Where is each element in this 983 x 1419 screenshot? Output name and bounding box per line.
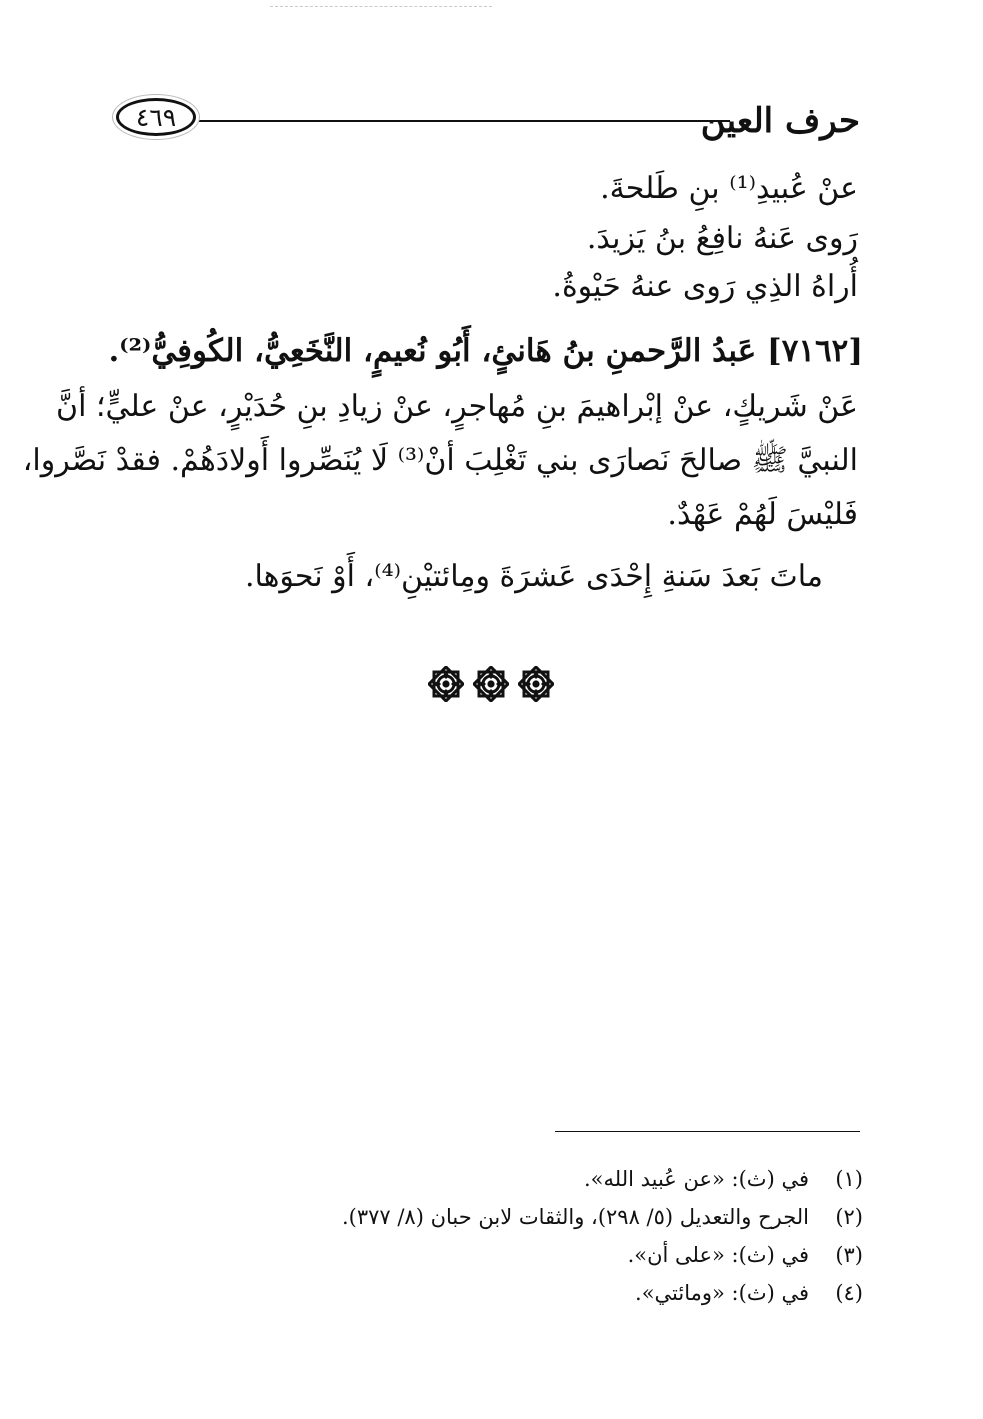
footnote-text: في (ث): «على أن».	[627, 1243, 809, 1267]
page-number: ٤٦٩	[135, 102, 177, 132]
footnote-number: (١)	[835, 1167, 863, 1191]
rosette-ornament-icon	[518, 666, 554, 702]
text-line-6: النبيَّ ﷺ صالحَ نَصارَى بني تَغْلِبَ أنْ⁽³⁾ لَا يُنَصِّروا أَولادَهُمْ. فقدْ نَصَّروا،	[22, 443, 858, 478]
text-line-8: ماتَ بَعدَ سَنةِ إِحْدَى عَشرَةَ ومِائتيْنِ⁽⁴⁾، أَوْ نَحوَها.	[244, 559, 823, 594]
text-line-1: عنْ عُبيدِ⁽¹⁾ بنِ طَلحةَ.	[600, 171, 858, 206]
section-ornaments	[428, 664, 554, 704]
footnote-text: في (ث): «عن عُبيد الله».	[583, 1167, 809, 1191]
footnote-item	[119, 1198, 863, 1236]
text-line-5: عَنْ شَريكٍ، عنْ إبْراهيمَ بنِ مُهاجرٍ، عنْ زيادِ بنِ حُدَيْرٍ، عنْ عليٍّ؛ أنَّ	[56, 389, 858, 424]
footnote-item	[119, 1160, 863, 1198]
header-rule	[198, 120, 730, 122]
rosette-ornament-icon	[428, 666, 464, 702]
chapter-title: حرف العين	[700, 101, 860, 141]
footnote-number: (٣)	[835, 1243, 863, 1267]
footnote-text: في (ث): «ومائتي».	[635, 1281, 809, 1305]
footnote-number: (٢)	[835, 1205, 863, 1229]
footnote-item	[119, 1236, 863, 1274]
text-line-3: أُراهُ الذِي رَوى عنهُ حَيْوةُ.	[552, 269, 858, 304]
page-header	[116, 94, 860, 148]
footnote-separator	[555, 1131, 860, 1132]
rosette-ornament-icon	[473, 666, 509, 702]
page-number-badge	[116, 98, 196, 136]
entry-heading: [٧١٦٢] عَبدُ الرَّحمنِ بنُ هَانئٍ، أَبُو نُعيمٍ، النَّخَعِيُّ، الكُوفِيُّ⁽²⁾.	[108, 333, 863, 369]
footnote-item	[119, 1274, 863, 1312]
footnote-text: الجرح والتعديل (٥/ ٢٩٨)، والثقات لابن حبان (٨/ ٣٧٧).	[341, 1205, 809, 1229]
footnotes-list	[119, 1160, 863, 1312]
top-scan-mark	[270, 6, 492, 7]
footnote-number: (٤)	[835, 1281, 863, 1305]
text-line-7: فَليْسَ لَهُمْ عَهْدٌ.	[667, 497, 858, 532]
text-line-2: رَوى عَنهُ نافِعُ بنُ يَزيدَ.	[586, 221, 858, 256]
